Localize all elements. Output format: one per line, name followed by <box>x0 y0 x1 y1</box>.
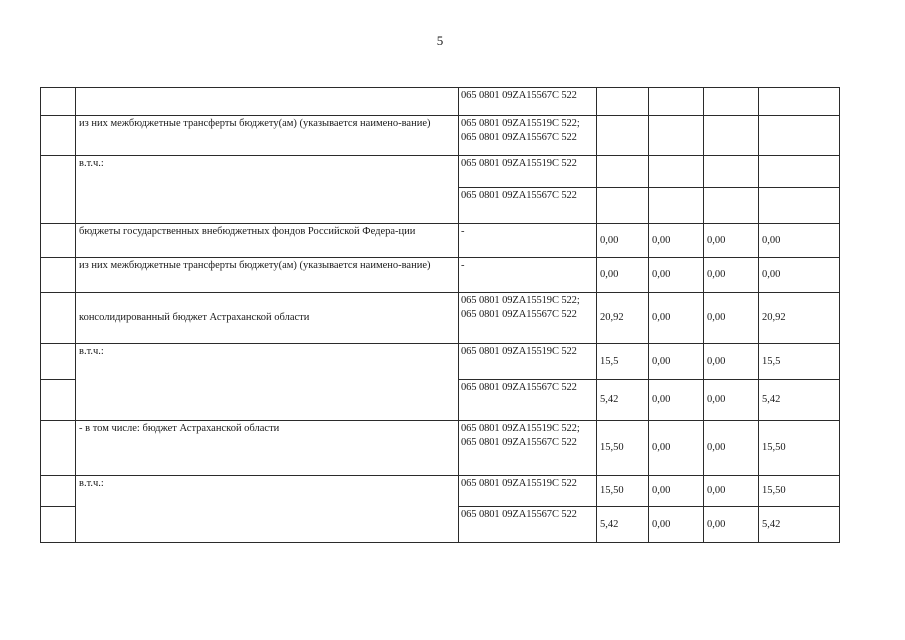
value-cell-2 <box>649 156 704 188</box>
value-cell-2: 0,00 <box>649 258 704 293</box>
value-cell-3: 0,00 <box>704 258 759 293</box>
value-cell-4: 5,42 <box>759 507 840 543</box>
page-number: 5 <box>436 33 444 48</box>
value-cell-3: 0,00 <box>704 476 759 507</box>
table-row <box>41 421 840 476</box>
table-row <box>41 156 840 188</box>
kbk-code: 065 0801 09ZA15567C 522 <box>461 309 577 320</box>
description-cell: консолидированный бюджет Астраханской области <box>76 293 459 344</box>
value-cell-3 <box>704 88 759 116</box>
description-cell: в.т.ч.: <box>76 344 459 421</box>
kbk-code: 065 0801 09ZA15567C 522 <box>461 509 577 520</box>
value-cell-2: 0,00 <box>649 507 704 543</box>
description-cell <box>76 88 459 116</box>
description-cell: в.т.ч.: <box>76 156 459 224</box>
value-cell-4: 20,92 <box>759 293 840 344</box>
value-cell-3: 0,00 <box>704 293 759 344</box>
kbk-code-cell <box>459 188 597 224</box>
kbk-code-cell <box>459 88 597 116</box>
kbk-code-cell <box>459 258 597 293</box>
index-cell <box>41 258 76 293</box>
value-cell-3: 0,00 <box>704 224 759 258</box>
table-row <box>41 88 840 116</box>
kbk-code: 065 0801 09ZA15567C 522 <box>461 90 577 101</box>
kbk-code-cell <box>459 344 597 380</box>
index-cell <box>41 156 76 224</box>
kbk-code: 065 0801 09ZA15519C 522; <box>461 295 580 306</box>
value-cell-3 <box>704 188 759 224</box>
value-cell-2 <box>649 116 704 156</box>
value-cell-3: 0,00 <box>704 380 759 421</box>
kbk-code-cell <box>459 293 597 344</box>
value-cell-3: 0,00 <box>704 507 759 543</box>
value-cell-3 <box>704 116 759 156</box>
value-cell-2: 0,00 <box>649 476 704 507</box>
value-cell-2: 0,00 <box>649 380 704 421</box>
value-cell-4: 5,42 <box>759 380 840 421</box>
value-cell-2 <box>649 88 704 116</box>
value-cell-1: 5,42 <box>597 507 649 543</box>
value-cell-1: 5,42 <box>597 380 649 421</box>
index-cell <box>41 224 76 258</box>
value-cell-4: 0,00 <box>759 258 840 293</box>
index-cell <box>41 476 76 507</box>
description-cell: в.т.ч.: <box>76 476 459 543</box>
value-cell-4 <box>759 88 840 116</box>
table-row <box>41 293 840 344</box>
kbk-code-cell <box>459 421 597 476</box>
value-cell-4 <box>759 188 840 224</box>
kbk-code-cell <box>459 507 597 543</box>
value-cell-4: 15,5 <box>759 344 840 380</box>
kbk-code: 065 0801 09ZA15519C 522 <box>461 346 577 357</box>
value-cell-3: 0,00 <box>704 421 759 476</box>
value-cell-4: 15,50 <box>759 421 840 476</box>
index-cell <box>41 344 76 380</box>
value-cell-1: 15,5 <box>597 344 649 380</box>
description-cell: из них межбюджетные трансферты бюджету(ам) (указывается наимено-вание) <box>76 116 459 156</box>
value-cell-4: 0,00 <box>759 224 840 258</box>
kbk-code: 065 0801 09ZA15567C 522 <box>461 132 577 143</box>
value-cell-2: 0,00 <box>649 293 704 344</box>
budget-table <box>40 87 840 543</box>
table-row <box>41 344 840 380</box>
value-cell-4: 15,50 <box>759 476 840 507</box>
index-cell <box>41 380 76 421</box>
table-row <box>41 224 840 258</box>
value-cell-3 <box>704 156 759 188</box>
index-cell <box>41 116 76 156</box>
kbk-code: 065 0801 09ZA15519C 522 <box>461 158 577 169</box>
value-cell-4 <box>759 116 840 156</box>
kbk-code-cell <box>459 224 597 258</box>
value-cell-2: 0,00 <box>649 224 704 258</box>
index-cell <box>41 293 76 344</box>
index-cell <box>41 507 76 543</box>
value-cell-1 <box>597 116 649 156</box>
index-cell <box>41 421 76 476</box>
value-cell-1: 0,00 <box>597 224 649 258</box>
description-cell: бюджеты государственных внебюджетных фондов Российской Федера-ции <box>76 224 459 258</box>
value-cell-2: 0,00 <box>649 344 704 380</box>
value-cell-1: 0,00 <box>597 258 649 293</box>
value-cell-4 <box>759 156 840 188</box>
value-cell-1 <box>597 188 649 224</box>
kbk-code: 065 0801 09ZA15519C 522; <box>461 423 580 434</box>
kbk-code: 065 0801 09ZA15519C 522 <box>461 478 577 489</box>
kbk-code-cell <box>459 380 597 421</box>
value-cell-1: 15,50 <box>597 421 649 476</box>
value-cell-1: 20,92 <box>597 293 649 344</box>
kbk-code: 065 0801 09ZA15567C 522 <box>461 382 577 393</box>
kbk-code-cell <box>459 116 597 156</box>
description-cell: из них межбюджетные трансферты бюджету(ам) (указывается наимено-вание) <box>76 258 459 293</box>
kbk-code: 065 0801 09ZA15519C 522; <box>461 118 580 129</box>
kbk-code-cell <box>459 476 597 507</box>
description-cell: - в том числе: бюджет Астраханской области <box>76 421 459 476</box>
value-cell-2: 0,00 <box>649 421 704 476</box>
value-cell-3: 0,00 <box>704 344 759 380</box>
value-cell-1 <box>597 88 649 116</box>
value-cell-1 <box>597 156 649 188</box>
kbk-code: - <box>461 226 465 237</box>
kbk-code: 065 0801 09ZA15567C 522 <box>461 190 577 201</box>
value-cell-2 <box>649 188 704 224</box>
table-row <box>41 258 840 293</box>
kbk-code: - <box>461 260 465 271</box>
table-row <box>41 476 840 507</box>
kbk-code: 065 0801 09ZA15567C 522 <box>461 437 577 448</box>
table-row <box>41 116 840 156</box>
index-cell <box>41 88 76 116</box>
kbk-code-cell <box>459 156 597 188</box>
value-cell-1: 15,50 <box>597 476 649 507</box>
